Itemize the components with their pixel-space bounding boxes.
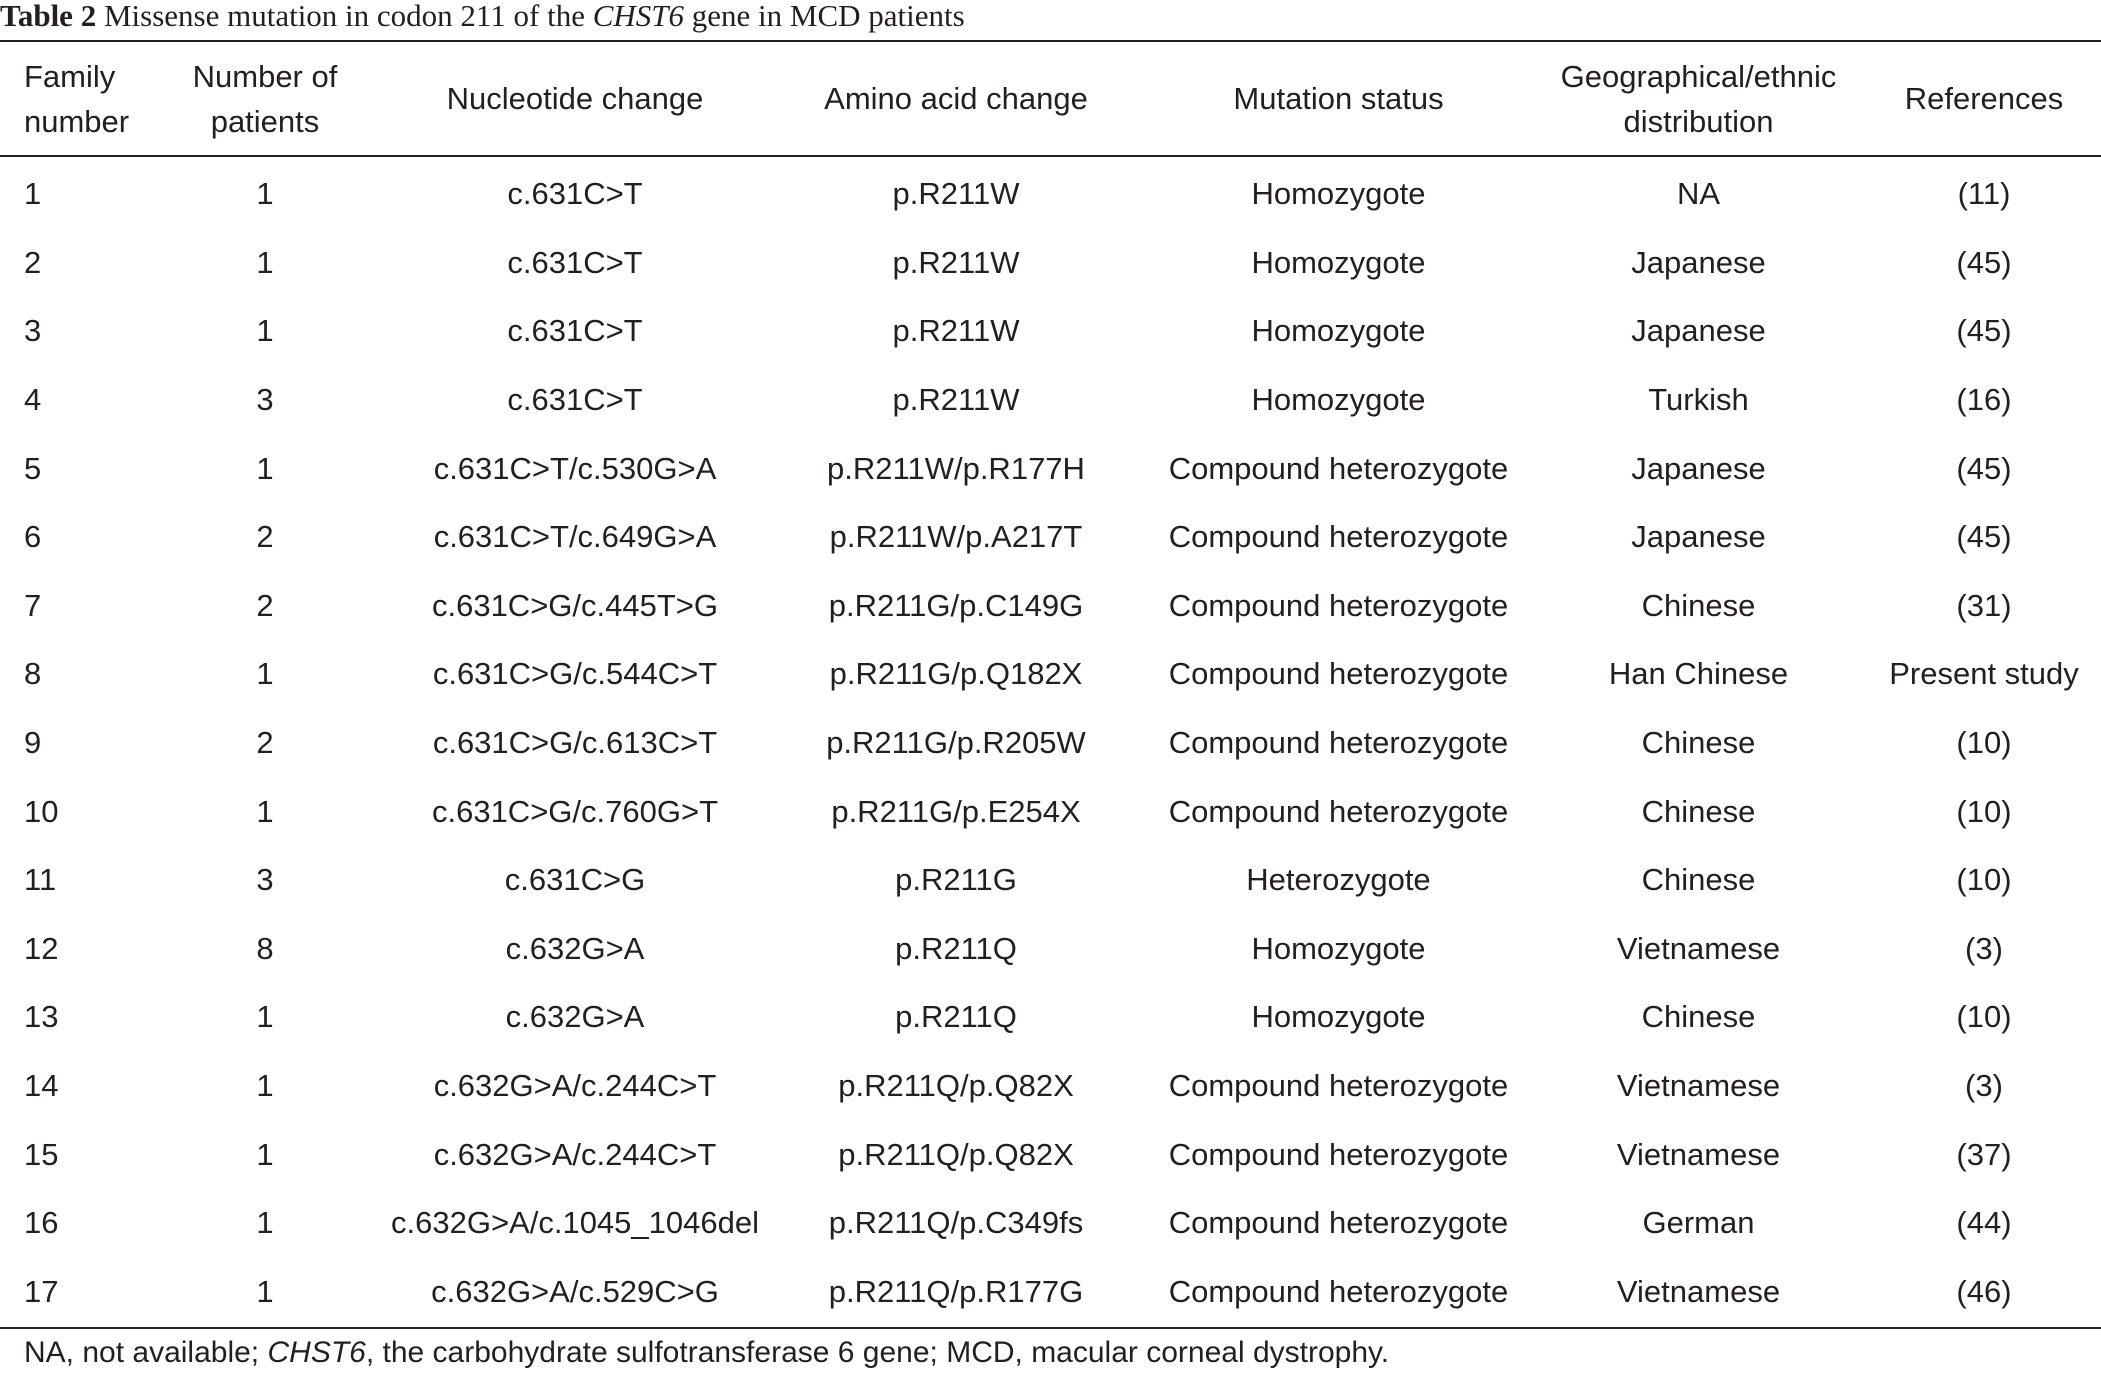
cell-family-number: 14 <box>24 1068 59 1104</box>
cell-nucleotide-change: c.632G>A/c.1045_1046del <box>391 1205 759 1241</box>
cell-nucleotide-change: c.631C>G/c.760G>T <box>431 793 719 829</box>
header-family-number <box>0 42 145 155</box>
cell-geographical-distribution: Vietnamese <box>1616 1273 1781 1309</box>
cell-geographical-distribution: Japanese <box>1631 519 1766 555</box>
cell-amino-acid-change: p.R211W/p.R177H <box>827 450 1085 486</box>
cell-mutation-status: Compound heterozygote <box>1168 587 1509 623</box>
header-family-line1: Family <box>24 58 116 94</box>
cell-mutation-status: Homozygote <box>1251 930 1426 966</box>
header-geographical-distribution <box>1530 42 1867 155</box>
table-row <box>0 1189 2101 1258</box>
table-bottom-rule <box>0 1327 2101 1329</box>
cell-nucleotide-change: c.631C>T/c.649G>A <box>433 519 717 555</box>
cell-mutation-status: Compound heterozygote <box>1168 1136 1509 1172</box>
cell-amino-acid-change: p.R211Q/p.R177G <box>828 1273 1084 1309</box>
cell-geographical-distribution: Chinese <box>1641 862 1756 898</box>
cell-geographical-distribution: Japanese <box>1631 313 1766 349</box>
cell-family-number: 3 <box>24 313 42 349</box>
cell-family-number: 9 <box>24 725 42 761</box>
caption-label: Table 2 <box>0 0 97 33</box>
header-patients-line2: patients <box>210 103 320 139</box>
cell-mutation-status: Compound heterozygote <box>1168 450 1509 486</box>
cell-family-number: 2 <box>24 244 42 280</box>
cell-reference: (3) <box>1965 930 2003 966</box>
cell-amino-acid-change: p.R211W <box>892 382 1020 418</box>
cell-nucleotide-change: c.632G>A <box>505 999 645 1035</box>
cell-number-of-patients: 2 <box>256 587 274 623</box>
cell-nucleotide-change: c.631C>T <box>507 244 643 280</box>
header-geo-line1: Geographical/ethnic <box>1560 58 1837 94</box>
cell-mutation-status: Homozygote <box>1251 313 1426 349</box>
cell-reference: (44) <box>1956 1205 2012 1241</box>
cell-family-number: 7 <box>24 587 42 623</box>
cell-family-number: 12 <box>24 930 59 966</box>
cell-family-number: 16 <box>24 1205 59 1241</box>
cell-reference: (45) <box>1956 313 2012 349</box>
cell-family-number: 5 <box>24 450 42 486</box>
cell-number-of-patients: 1 <box>256 244 274 280</box>
cell-amino-acid-change: p.R211W/p.A217T <box>829 519 1083 555</box>
header-mutation-status: Mutation status <box>1233 81 1444 116</box>
cell-family-number: 4 <box>24 382 42 418</box>
cell-mutation-status: Compound heterozygote <box>1168 519 1509 555</box>
cell-nucleotide-change: c.632G>A/c.529C>G <box>431 1273 719 1309</box>
cell-mutation-status: Homozygote <box>1251 999 1426 1035</box>
table-caption <box>0 0 965 40</box>
cell-family-number: 11 <box>24 862 57 898</box>
cell-mutation-status: Compound heterozygote <box>1168 725 1509 761</box>
cell-number-of-patients: 1 <box>256 1136 274 1172</box>
mutation-table <box>0 42 2101 1326</box>
cell-reference: (45) <box>1956 244 2012 280</box>
cell-amino-acid-change: p.R211W <box>892 313 1020 349</box>
cell-number-of-patients: 1 <box>256 999 274 1035</box>
cell-number-of-patients: 1 <box>256 1205 274 1241</box>
header-geo-line2: distribution <box>1623 103 1774 139</box>
cell-geographical-distribution: Chinese <box>1641 587 1756 623</box>
cell-nucleotide-change: c.632G>A/c.244C>T <box>433 1068 717 1104</box>
cell-reference: Present study <box>1889 656 2079 692</box>
cell-amino-acid-change: p.R211G/p.R205W <box>826 725 1086 761</box>
cell-reference: (3) <box>1965 1068 2003 1104</box>
cell-nucleotide-change: c.632G>A <box>505 930 645 966</box>
cell-number-of-patients: 1 <box>256 793 274 829</box>
table-row <box>0 572 2101 641</box>
cell-amino-acid-change: p.R211W <box>892 176 1020 212</box>
cell-geographical-distribution: Japanese <box>1631 450 1766 486</box>
cell-mutation-status: Compound heterozygote <box>1168 656 1509 692</box>
cell-nucleotide-change: c.631C>G/c.544C>T <box>432 656 718 692</box>
cell-nucleotide-change: c.631C>G/c.613C>T <box>432 725 718 761</box>
cell-reference: (31) <box>1956 587 2012 623</box>
cell-number-of-patients: 1 <box>256 1273 274 1309</box>
header-patients-line1: Number of <box>192 58 338 94</box>
table-row <box>0 846 2101 915</box>
table-footnote <box>24 1333 1389 1373</box>
cell-geographical-distribution: German <box>1642 1205 1755 1241</box>
table-row <box>0 434 2101 503</box>
header-family-line2: number <box>24 103 130 139</box>
cell-geographical-distribution: Chinese <box>1641 725 1756 761</box>
table-row <box>0 915 2101 984</box>
cell-mutation-status: Compound heterozygote <box>1168 1068 1509 1104</box>
cell-amino-acid-change: p.R211Q <box>895 930 1017 966</box>
cell-amino-acid-change: p.R211Q <box>895 999 1017 1035</box>
cell-family-number: 6 <box>24 519 42 555</box>
cell-amino-acid-change: p.R211G/p.Q182X <box>829 656 1083 692</box>
cell-reference: (10) <box>1956 793 2012 829</box>
footnote-before: NA, not available; <box>24 1336 260 1369</box>
cell-geographical-distribution: Vietnamese <box>1616 930 1781 966</box>
cell-nucleotide-change: c.631C>T/c.530G>A <box>433 450 717 486</box>
cell-reference: (45) <box>1956 450 2012 486</box>
cell-mutation-status: Heterozygote <box>1246 862 1431 898</box>
cell-mutation-status: Homozygote <box>1251 382 1426 418</box>
cell-number-of-patients: 1 <box>256 1068 274 1104</box>
header-amino-acid-change: Amino acid change <box>824 81 1088 116</box>
cell-amino-acid-change: p.R211G/p.C149G <box>828 587 1084 623</box>
cell-family-number: 13 <box>24 999 59 1035</box>
header-references: References <box>1904 81 2064 116</box>
header-nucleotide-change: Nucleotide change <box>446 81 704 116</box>
table-row <box>0 777 2101 846</box>
cell-number-of-patients: 3 <box>256 382 274 418</box>
cell-geographical-distribution: Vietnamese <box>1616 1136 1781 1172</box>
cell-number-of-patients: 1 <box>256 656 274 692</box>
cell-geographical-distribution: Han Chinese <box>1608 656 1789 692</box>
cell-number-of-patients: 2 <box>256 519 274 555</box>
cell-reference: (46) <box>1956 1273 2012 1309</box>
cell-amino-acid-change: p.R211Q/p.Q82X <box>838 1136 1074 1172</box>
cell-nucleotide-change: c.631C>T <box>507 313 643 349</box>
cell-geographical-distribution: Vietnamese <box>1616 1068 1781 1104</box>
footnote-gene: CHST6 <box>267 1336 366 1369</box>
table-row <box>0 229 2101 298</box>
caption-text-after: gene in MCD patients <box>691 0 965 33</box>
header-number-of-patients <box>145 42 385 155</box>
footnote-after: , the carbohydrate sulfotransferase 6 gene; MCD, macular corneal dystrophy. <box>365 1336 1390 1369</box>
cell-reference: (10) <box>1956 999 2012 1035</box>
cell-mutation-status: Homozygote <box>1251 244 1426 280</box>
cell-amino-acid-change: p.R211Q/p.C349fs <box>828 1205 1084 1241</box>
caption-text-before: Missense mutation in codon 211 of the <box>103 0 585 33</box>
cell-reference: (16) <box>1956 382 2012 418</box>
table-row <box>0 503 2101 572</box>
cell-family-number: 10 <box>24 793 59 829</box>
cell-geographical-distribution: Japanese <box>1631 244 1766 280</box>
cell-number-of-patients: 1 <box>256 313 274 349</box>
cell-reference: (10) <box>1956 725 2012 761</box>
cell-family-number: 1 <box>24 176 42 212</box>
cell-nucleotide-change: c.631C>T <box>507 176 643 212</box>
table-row <box>0 1120 2101 1189</box>
cell-number-of-patients: 1 <box>256 176 274 212</box>
cell-geographical-distribution: NA <box>1676 176 1721 212</box>
table-header <box>0 42 2101 157</box>
cell-family-number: 8 <box>24 656 42 692</box>
table-row <box>0 1052 2101 1121</box>
cell-nucleotide-change: c.632G>A/c.244C>T <box>433 1136 717 1172</box>
cell-mutation-status: Compound heterozygote <box>1168 1273 1509 1309</box>
cell-family-number: 17 <box>24 1273 59 1309</box>
cell-mutation-status: Compound heterozygote <box>1168 793 1509 829</box>
table-row <box>0 709 2101 778</box>
cell-nucleotide-change: c.631C>G/c.445T>G <box>431 587 719 623</box>
table-row <box>0 1258 2101 1327</box>
table-row <box>0 366 2101 435</box>
cell-geographical-distribution: Turkish <box>1648 382 1749 418</box>
cell-nucleotide-change: c.631C>G <box>504 862 646 898</box>
cell-reference: (45) <box>1956 519 2012 555</box>
cell-reference: (37) <box>1956 1136 2012 1172</box>
cell-family-number: 15 <box>24 1136 59 1172</box>
cell-geographical-distribution: Chinese <box>1641 793 1756 829</box>
cell-number-of-patients: 1 <box>256 450 274 486</box>
table-row <box>0 157 2101 229</box>
cell-reference: (10) <box>1956 862 2012 898</box>
cell-reference: (11) <box>1957 176 2011 212</box>
cell-amino-acid-change: p.R211G/p.E254X <box>831 793 1081 829</box>
caption-gene: CHST6 <box>592 0 685 33</box>
cell-amino-acid-change: p.R211W <box>892 244 1020 280</box>
table-row <box>0 640 2101 709</box>
cell-mutation-status: Homozygote <box>1251 176 1426 212</box>
table-row <box>0 983 2101 1052</box>
cell-number-of-patients: 2 <box>256 725 274 761</box>
cell-number-of-patients: 8 <box>256 930 274 966</box>
cell-number-of-patients: 3 <box>256 862 274 898</box>
cell-amino-acid-change: p.R211G <box>895 862 1017 898</box>
table-row <box>0 297 2101 366</box>
cell-geographical-distribution: Chinese <box>1641 999 1756 1035</box>
table-body <box>0 157 2101 1326</box>
cell-nucleotide-change: c.631C>T <box>507 382 643 418</box>
cell-mutation-status: Compound heterozygote <box>1168 1205 1509 1241</box>
cell-amino-acid-change: p.R211Q/p.Q82X <box>838 1068 1074 1104</box>
header-row <box>0 42 2101 155</box>
